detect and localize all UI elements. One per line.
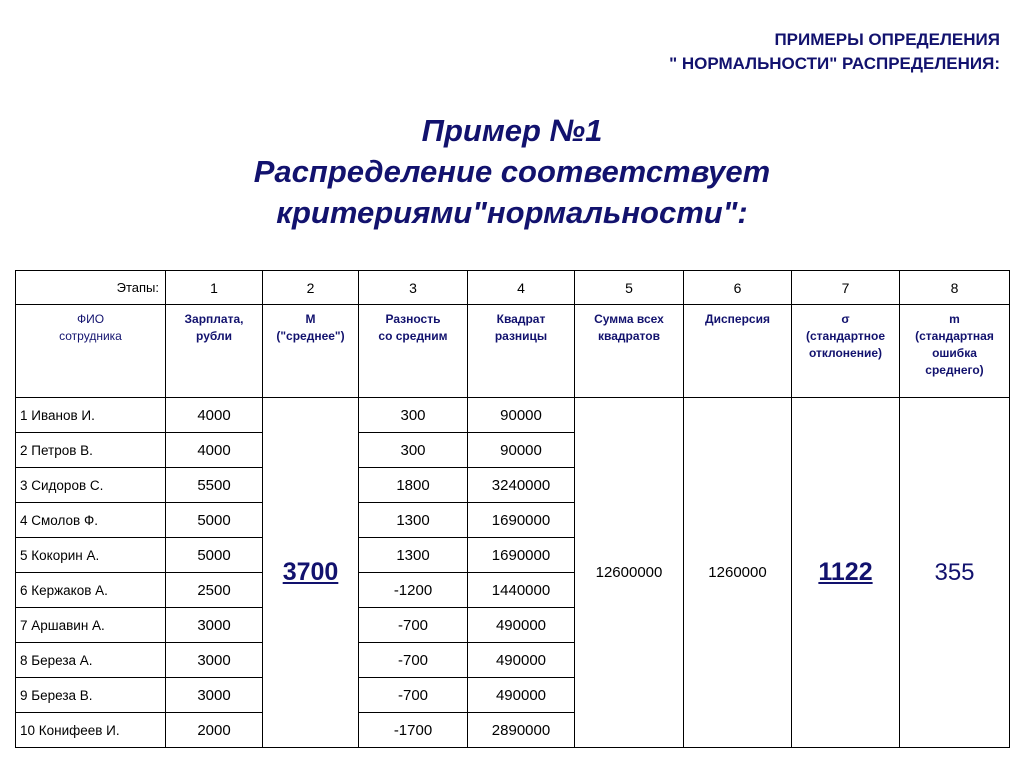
header-salary: Зарплата, рубли — [166, 305, 263, 398]
diff-cell: 1300 — [359, 503, 468, 538]
title-line2: Распределение соответствует — [253, 154, 771, 189]
title-line1: Пример №1 — [421, 113, 603, 148]
header-diff: Разность со средним — [359, 305, 468, 398]
table-row — [16, 398, 1010, 433]
slide-header-line2: " НОРМАЛЬНОСТИ" РАСПРЕДЕЛЕНИЯ: — [669, 54, 1000, 73]
header-name: ФИО сотрудника — [16, 305, 166, 398]
employee-name: 4 Смолов Ф. — [16, 503, 166, 538]
diff-cell: -700 — [359, 678, 468, 713]
employee-name: 2 Петров В. — [16, 433, 166, 468]
sum-cell: 12600000 — [575, 398, 684, 748]
employee-name: 1 Иванов И. — [16, 398, 166, 433]
square-cell: 1440000 — [468, 573, 575, 608]
stage-row — [16, 271, 1010, 305]
salary-cell: 4000 — [166, 398, 263, 433]
header-mean: M ("среднее") — [263, 305, 359, 398]
employee-name: 3 Сидоров С. — [16, 468, 166, 503]
diff-cell: -1200 — [359, 573, 468, 608]
stage-number: 5 — [575, 271, 684, 305]
diff-cell: 1300 — [359, 538, 468, 573]
salary-cell: 5000 — [166, 538, 263, 573]
stage-label: Этапы: — [16, 271, 166, 305]
mean-value: 3700 — [282, 558, 339, 586]
square-cell: 490000 — [468, 678, 575, 713]
header-sigma: σ (стандартное отклонение) — [792, 305, 900, 398]
employee-name: 8 Береза А. — [16, 643, 166, 678]
sigma-value: 1122 — [818, 558, 873, 586]
header-m: m (стандартная ошибка среднего) — [900, 305, 1010, 398]
stage-number: 2 — [263, 271, 359, 305]
salary-cell: 5500 — [166, 468, 263, 503]
stage-number: 3 — [359, 271, 468, 305]
square-cell: 90000 — [468, 433, 575, 468]
sigma-cell — [792, 398, 900, 748]
square-cell: 1690000 — [468, 538, 575, 573]
header-variance: Дисперсия — [684, 305, 792, 398]
salary-cell: 4000 — [166, 433, 263, 468]
salary-cell: 2500 — [166, 573, 263, 608]
employee-name: 5 Кокорин А. — [16, 538, 166, 573]
employee-name: 10 Конифеев И. — [16, 713, 166, 748]
salary-cell: 3000 — [166, 608, 263, 643]
employee-name: 9 Береза В. — [16, 678, 166, 713]
header-sum: Сумма всех квадратов — [575, 305, 684, 398]
employee-name: 6 Кержаков А. — [16, 573, 166, 608]
header-square: Квадрат разницы — [468, 305, 575, 398]
square-cell: 90000 — [468, 398, 575, 433]
column-header-row — [16, 305, 1010, 398]
diff-cell: -1700 — [359, 713, 468, 748]
stage-number: 1 — [166, 271, 263, 305]
salary-cell: 2000 — [166, 713, 263, 748]
stage-number: 6 — [684, 271, 792, 305]
diff-cell: 1800 — [359, 468, 468, 503]
variance-cell: 1260000 — [684, 398, 792, 748]
salary-cell: 3000 — [166, 678, 263, 713]
stage-number: 7 — [792, 271, 900, 305]
diff-cell: 300 — [359, 398, 468, 433]
m-value: 355 — [934, 558, 975, 586]
slide-header-line1: ПРИМЕРЫ ОПРЕДЕЛЕНИЯ — [774, 30, 1000, 49]
stage-number: 4 — [468, 271, 575, 305]
title-line3: критериями"нормальности": — [276, 195, 748, 230]
mean-cell — [263, 398, 359, 748]
slide-header — [440, 28, 1000, 76]
square-cell: 2890000 — [468, 713, 575, 748]
diff-cell: -700 — [359, 608, 468, 643]
salary-cell: 3000 — [166, 643, 263, 678]
m-cell — [900, 398, 1010, 748]
slide-title — [0, 110, 1024, 233]
square-cell: 490000 — [468, 643, 575, 678]
diff-cell: -700 — [359, 643, 468, 678]
square-cell: 490000 — [468, 608, 575, 643]
diff-cell: 300 — [359, 433, 468, 468]
square-cell: 1690000 — [468, 503, 575, 538]
salary-table — [15, 270, 1010, 748]
square-cell: 3240000 — [468, 468, 575, 503]
salary-cell: 5000 — [166, 503, 263, 538]
employee-name: 7 Аршавин А. — [16, 608, 166, 643]
stage-number: 8 — [900, 271, 1010, 305]
